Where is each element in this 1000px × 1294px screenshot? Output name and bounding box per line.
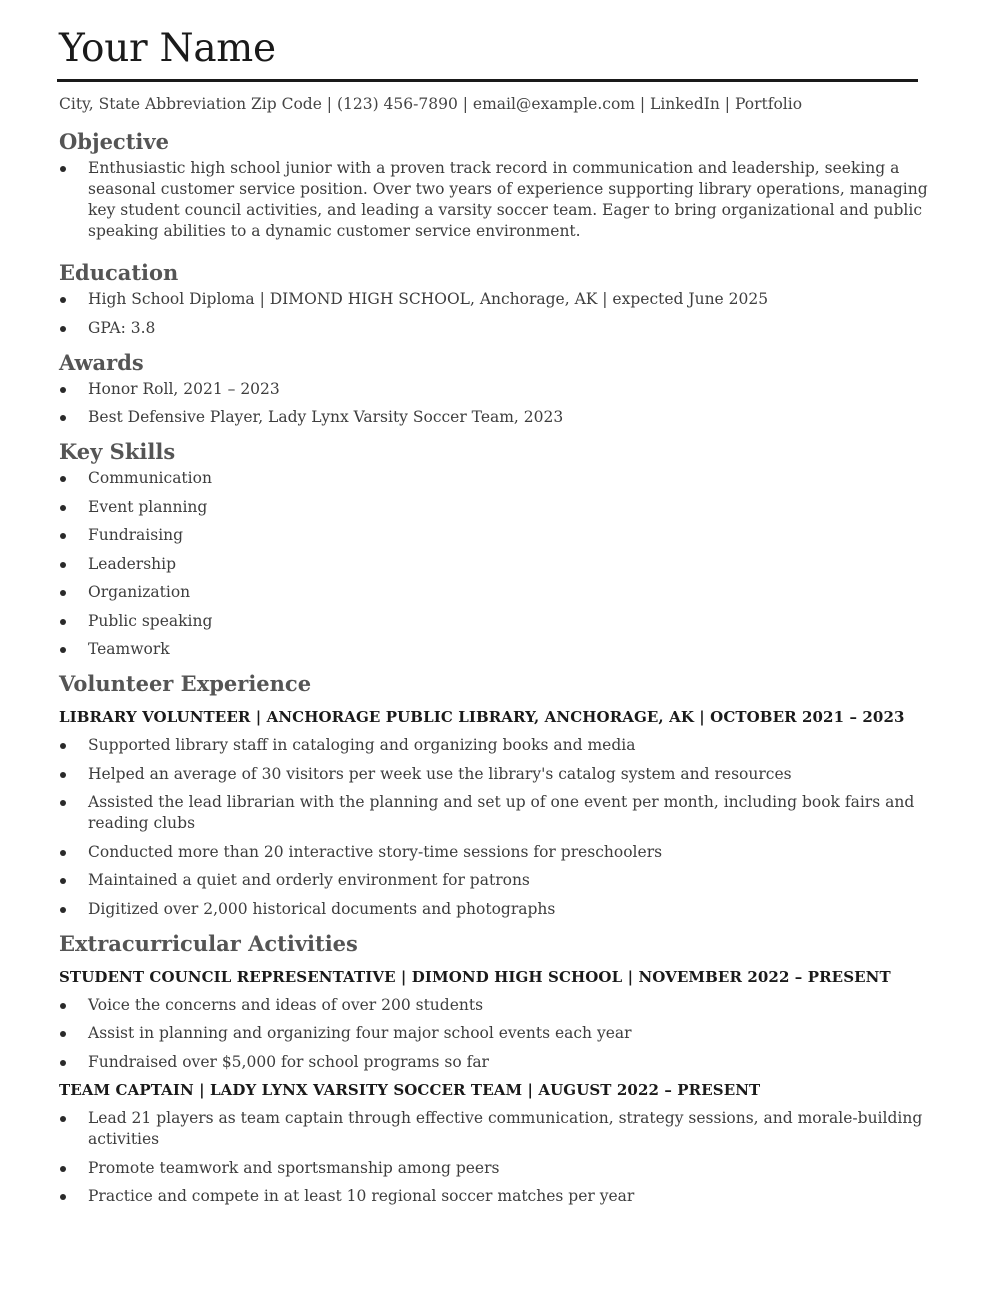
bullet-icon [60,590,66,596]
bullet-icon [60,533,66,539]
list-item [59,379,940,400]
list-item-text: Promote teamwork and sportsmanship among peers [88,1158,500,1177]
bullet-icon [60,1166,66,1172]
list-item [59,735,940,756]
list-item [59,1108,940,1150]
bullet-icon [60,1031,66,1037]
bullet-icon [60,878,66,884]
job-heading: TEAM CAPTAIN | LADY LYNX VARSITY SOCCER TEAM | AUGUST 2022 – PRESENT [59,1081,761,1099]
list-item-text: Best Defensive Player, Lady Lynx Varsity Soccer Team, 2023 [88,408,564,426]
list-item-text: Assist in planning and organizing four major school events each year [88,1024,632,1042]
list-item [59,497,940,518]
section-title-skills: Key Skills [59,439,176,464]
list-item-text: Event planning [88,497,208,516]
list-item [59,407,940,428]
list-item [59,158,940,242]
list-item [59,1186,940,1207]
bullet-icon [60,1003,66,1009]
list-item-text: Fundraising [88,526,184,544]
student-council-list [59,995,940,1073]
list-item-text: GPA: 3.8 [88,318,156,337]
resume-name: Your Name [59,26,276,71]
job-heading: STUDENT COUNCIL REPRESENTATIVE | DIMOND HIGH SCHOOL | NOVEMBER 2022 – PRESENT [59,967,891,986]
list-item-text: Teamwork [88,640,170,658]
objective-list [59,158,940,242]
bullet-icon [60,476,66,482]
list-item [59,468,940,489]
bullet-icon [60,387,66,393]
list-item-text: Practice and compete in at least 10 regional soccer matches per year [88,1187,635,1205]
bullet-icon [60,850,66,856]
objective-section [59,128,940,242]
header-divider [57,79,918,82]
team-captain-list [59,1108,940,1207]
list-item-text: Fundraised over $5,000 for school programs so far [88,1052,489,1071]
section-title-education: Education [59,260,179,285]
list-item [59,1023,940,1044]
contact-line: City, State Abbreviation Zip Code | (123) 456-7890 | email@example.com | LinkedIn | Portfolio [59,95,803,113]
list-item [59,792,940,834]
bullet-icon [60,647,66,653]
list-item-text: Digitized over 2,000 historical documents and photographs [88,899,556,918]
list-item [59,842,940,863]
bullet-icon [60,619,66,625]
list-item-text: Supported library staff in cataloging and organizing books and media [88,736,636,754]
bullet-icon [60,772,66,778]
list-item-text: Conducted more than 20 interactive story-time sessions for preschoolers [88,842,663,861]
skills-section [59,438,940,660]
list-item-text: Public speaking [88,611,213,630]
education-section [59,259,940,339]
extracurricular-section [59,930,940,1208]
list-item [59,611,940,632]
list-item-text: Enthusiastic high school junior with a proven track record in communication and leadership, seeking a seasonal customer service position. Over two years of experience supporting library operations, managing key student council activities, and leading a varsity soccer team. Eager to bring organizational and public speaking abilities to a dynamic customer service environment. [88,159,928,240]
list-item [59,764,940,785]
list-item-text: Honor Roll, 2021 – 2023 [88,379,280,398]
list-item-text: High School Diploma | DIMOND HIGH SCHOOL, Anchorage, AK | expected June 2025 [88,290,769,308]
list-item-text: Organization [88,583,191,601]
list-item [59,289,940,310]
list-item-text: Lead 21 players as team captain through effective communication, strategy sessions, and morale-building activities [88,1109,923,1148]
bullet-icon [60,505,66,511]
bullet-icon [60,1116,66,1122]
list-item [59,582,940,603]
job-heading: LIBRARY VOLUNTEER | ANCHORAGE PUBLIC LIBRARY, ANCHORAGE, AK | OCTOBER 2021 – 2023 [59,708,905,726]
list-item [59,1052,940,1073]
bullet-icon [60,907,66,913]
bullet-icon [60,1060,66,1066]
section-title-volunteer: Volunteer Experience [59,671,312,696]
bullet-icon [60,415,66,421]
bullet-icon [60,562,66,568]
list-item [59,318,940,339]
list-item-text: Leadership [88,554,177,573]
list-item-text: Maintained a quiet and orderly environment for patrons [88,871,530,889]
skills-list [59,468,940,660]
section-title-awards: Awards [59,349,144,375]
awards-list [59,379,940,429]
list-item [59,995,940,1016]
bullet-icon [60,1194,66,1200]
bullet-icon [60,743,66,749]
list-item [59,899,940,920]
list-item [59,525,940,546]
section-title-extracurricular: Extracurricular Activities [59,930,358,956]
list-item [59,554,940,575]
bullet-icon [60,800,66,806]
list-item [59,870,940,891]
volunteer-section [59,670,940,920]
awards-section [59,349,940,429]
bullet-icon [60,326,66,332]
list-item-text: Communication [88,469,212,487]
list-item-text: Voice the concerns and ideas of over 200 students [88,995,484,1014]
bullet-icon [60,297,66,303]
list-item-text: Helped an average of 30 visitors per week use the library's catalog system and resources [88,764,792,783]
list-item-text: Assisted the lead librarian with the planning and set up of one event per month, including book fairs and reading clubs [88,793,915,832]
bullet-icon [60,166,66,172]
education-list [59,289,940,339]
volunteer-list [59,735,940,920]
list-item [59,1158,940,1179]
list-item [59,639,940,660]
section-title-objective: Objective [59,129,169,154]
